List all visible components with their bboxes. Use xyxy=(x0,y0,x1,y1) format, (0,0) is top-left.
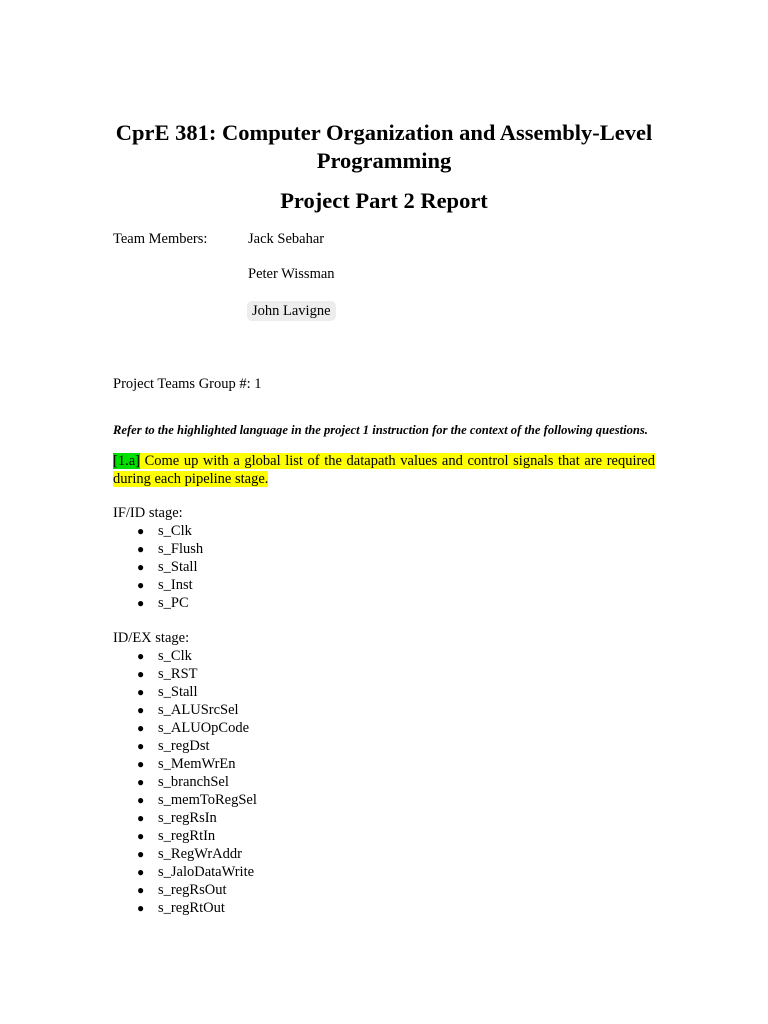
signal-name: s_ALUSrcSel xyxy=(158,702,239,718)
signal-name: s_MemWrEn xyxy=(158,756,236,772)
signal-list-idex xyxy=(113,647,257,917)
bullet-icon: ● xyxy=(137,649,145,663)
bullet-icon: ● xyxy=(137,685,145,699)
list-item xyxy=(113,558,203,576)
list-item xyxy=(113,755,257,773)
bullet-icon: ● xyxy=(137,775,145,789)
signal-name: s_Stall xyxy=(158,559,198,575)
list-item xyxy=(113,540,203,558)
signal-name: s_Clk xyxy=(158,523,192,539)
signal-name: s_RST xyxy=(158,666,198,682)
list-item xyxy=(113,773,257,791)
question-1a xyxy=(113,453,655,488)
list-item xyxy=(113,701,257,719)
list-item xyxy=(113,863,257,881)
team-member-john-chip[interactable]: John Lavigne xyxy=(247,301,336,321)
section-title-ifid: IF/ID stage: xyxy=(113,505,183,521)
bullet-icon: ● xyxy=(137,560,145,574)
signal-name: s_regRtOut xyxy=(158,900,225,916)
team-member-peter: Peter Wissman xyxy=(248,266,335,282)
signal-name: s_regRsIn xyxy=(158,810,217,826)
signal-name: s_ALUOpCode xyxy=(158,720,250,736)
signal-name: s_regDst xyxy=(158,738,210,754)
signal-name: s_Clk xyxy=(158,648,192,664)
list-item xyxy=(113,845,257,863)
signal-name: s_RegWrAddr xyxy=(158,846,242,862)
signal-name: s_JaloDataWrite xyxy=(158,864,255,880)
bullet-icon: ● xyxy=(137,793,145,807)
section-idex xyxy=(113,629,257,917)
list-item xyxy=(113,522,203,540)
list-item xyxy=(113,899,257,917)
bullet-icon: ● xyxy=(137,811,145,825)
list-item xyxy=(113,827,257,845)
signal-name: s_Flush xyxy=(158,541,204,557)
document-subtitle: Project Part 2 Report xyxy=(280,188,488,213)
bullet-icon: ● xyxy=(137,757,145,771)
bullet-icon: ● xyxy=(137,596,145,610)
bullet-icon: ● xyxy=(137,542,145,556)
bullet-icon: ● xyxy=(137,829,145,843)
document-title: CprE 381: Computer Organization and Assembly-Level Programming xyxy=(115,120,653,173)
section-ifid xyxy=(113,504,203,612)
bullet-icon: ● xyxy=(137,847,145,861)
list-item xyxy=(113,719,257,737)
instruction-note: Refer to the highlighted language in the project 1 instruction for the context of the following questions. xyxy=(113,423,648,437)
bullet-icon: ● xyxy=(137,667,145,681)
bullet-icon: ● xyxy=(137,883,145,897)
list-item xyxy=(113,791,257,809)
group-number: Project Teams Group #: 1 xyxy=(113,376,262,392)
team-member-jack: Jack Sebahar xyxy=(248,231,325,247)
list-item xyxy=(113,809,257,827)
signal-name: s_PC xyxy=(158,595,189,611)
list-item xyxy=(113,647,257,665)
signal-name: s_branchSel xyxy=(158,774,229,790)
bullet-icon: ● xyxy=(137,901,145,915)
bullet-icon: ● xyxy=(137,739,145,753)
list-item xyxy=(113,683,257,701)
bullet-icon: ● xyxy=(137,865,145,879)
signal-name: s_regRtIn xyxy=(158,828,216,844)
signal-name: s_Inst xyxy=(158,577,193,593)
signal-name: s_regRsOut xyxy=(158,882,227,898)
list-item xyxy=(113,737,257,755)
signal-name: s_Stall xyxy=(158,684,198,700)
signal-name: s_memToRegSel xyxy=(158,792,257,808)
list-item xyxy=(113,576,203,594)
bullet-icon: ● xyxy=(137,721,145,735)
bullet-icon: ● xyxy=(137,524,145,538)
signal-list-ifid xyxy=(113,522,203,612)
bullet-icon: ● xyxy=(137,703,145,717)
section-title-idex: ID/EX stage: xyxy=(113,630,190,646)
question-highlight-space xyxy=(140,453,145,469)
list-item xyxy=(113,594,203,612)
question-tag: [1.a] xyxy=(113,453,140,469)
list-item xyxy=(113,665,257,683)
team-members-label: Team Members: xyxy=(113,231,208,247)
question-text: Come up with a global list of the datapath values and control signals that are required during each pipeline stage. xyxy=(113,453,655,487)
list-item xyxy=(113,881,257,899)
bullet-icon: ● xyxy=(137,578,145,592)
